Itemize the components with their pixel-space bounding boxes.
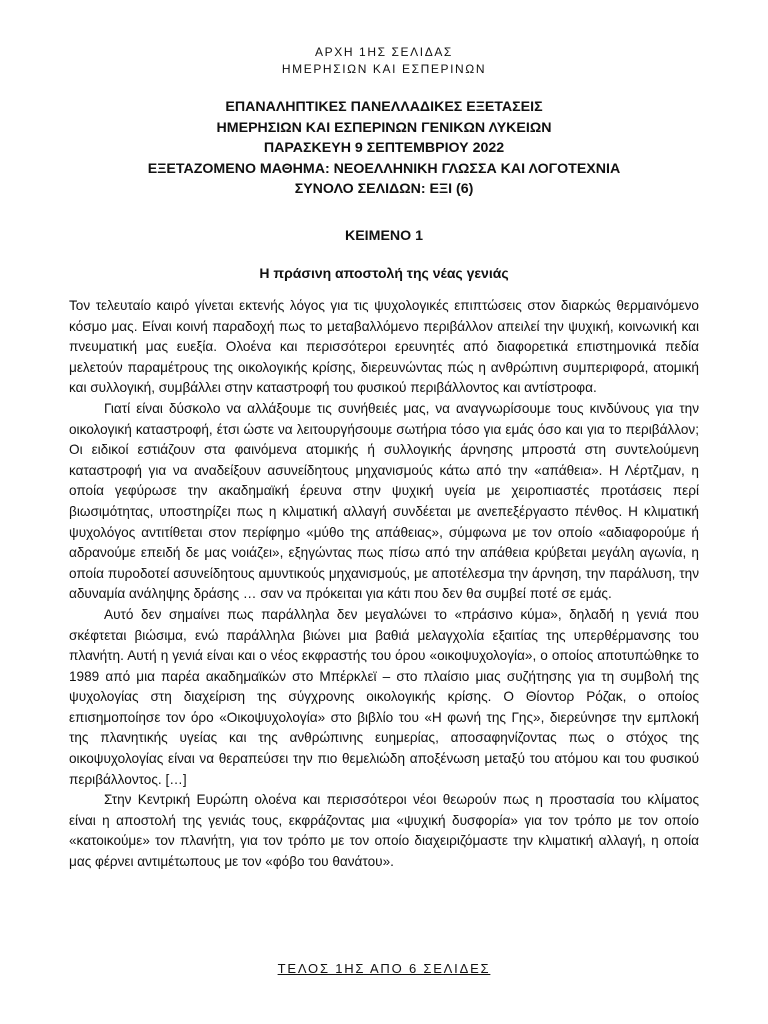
page-footer bbox=[0, 961, 768, 976]
section-label: ΚΕΙΜΕΝΟ 1 bbox=[344, 228, 424, 244]
paragraph: Τον τελευταίο καιρό γίνεται εκτενής λόγος για τις ψυχολογικές επιπτώσεις στον διαρκώς θερμαινόμενο κόσμο μας. Είναι κοινή παραδοχή πως το μεταβαλλόμενο περιβάλλον απειλεί την ψυχική, κοινωνική και πνευματική μας ευεξία. Ολοένα και περισσότεροι ερευνητές από διαφορετικά επιστημονικά πεδία μελετούν παραμέτρους της οικολογικής κρίσης, διερευνώντας πώς η ανθρώπινη συμπεριφορά, ατομική και συλλογική, συμβάλλει στην καταστροφή του φυσικού περιβάλλοντος και αντίστροφα. bbox=[69, 298, 699, 396]
exam-header-line-5: ΣΥΝΟΛΟ ΣΕΛΙΔΩΝ: ΕΞΙ (6) bbox=[294, 181, 474, 197]
page-header-line-1: ΑΡΧΗ 1ΗΣ ΣΕΛΙΔΑΣ bbox=[315, 45, 453, 59]
paragraph: Αυτό δεν σημαίνει πως παράλληλα δεν μεγαλώνει το «πράσινο κύμα», δηλαδή η γενιά που σκέφτεται βιώσιμα, ενώ παράλληλα βιώνει μια βαθιά μελαγχολία εξαιτίας της υπερθέρμανσης του πλανήτη. Αυτή η γενιά είναι και ο νέος εκφραστής του όρου «οικοψυχολογία», ο οποίος αποτυπώθηκε το 1989 από μια παρέα ακαδημαϊκών στο Μπέρκλεϊ – στο πλαίσιο μιας συζήτησης για τη συμβολή της ψυχολογίας στη διαχείριση της σύγχρονης οικολογικής κρίσης. Ο Θίοντορ Ρόζακ, ο οποίος επισημοποίησε τον όρο «Οικοψυχολογία» στο βιβλίο του «Η φωνή της Γης», διερεύνησε την εμπλοκή της πλανητικής υγείας και της ανθρώπινης ευημερίας, αποσαφηνίζοντας πως ο στόχος της οικοψυχολογίας είναι να θεραπεύσει την πιο θεμελιώδη αποξένωση μεταξύ του ατόμου και του φυσικού περιβάλλοντος. […] bbox=[69, 606, 699, 787]
paragraph: Στην Κεντρική Ευρώπη ολοένα και περισσότεροι νέοι θεωρούν πως η προστασία του κλίματος είναι η αποστολή της γενιάς τους, εκφράζοντας μια «ψυχική δυσφορία» για τον τρόπο με τον οποίο «κατοικούμε» τον πλανήτη, για τον τρόπο με τον οποίο διαχειριζόμαστε την κλιματική αλλαγή, η οποία μας φέρνει αντιμέτωπους με τον «φόβο του θανάτου». bbox=[69, 792, 699, 870]
article-body bbox=[69, 296, 699, 873]
page-header bbox=[0, 44, 768, 78]
page-header-line-2: ΗΜΕΡΗΣΙΩΝ ΚΑΙ ΕΣΠΕΡΙΝΩΝ bbox=[281, 62, 487, 76]
exam-header bbox=[0, 97, 768, 200]
paragraph: Γιατί είναι δύσκολο να αλλάξουμε τις συνήθειές μας, να αναγνωρίσουμε τους κινδύνους για την οικολογική καταστροφή, έτσι ώστε να λειτουργήσουμε σωτήρια τόσο για εμάς όσο και για το περιβάλλον; Οι ειδικοί εστιάζουν στα φαινόμενα ατομικής ή συλλογικής άρνησης μπροστά στη συντελούμενη καταστροφή για να αναδείξουν ασυνείδητους μηχανισμούς κάτω από την «απάθεια». Η Λέρτζμαν, η οποία γεφύρωσε την ακαδημαϊκή έρευνα στην ψυχική υγεία με χειροπιαστές προτάσεις περί βιωσιμότητας, υποστηρίζει πως η κλιματική αλλαγή συνδέεται με ανεπεξέργαστο πένθος. Η κλιματική ψυχολόγος αντιτίθεται στον περίφημο «μύθο της απάθειας», σύμφωνα με τον οποίο «αδιαφορούμε ή αδρανούμε επειδή δε μας νοιάζει», εξηγώντας πως πίσω από την απάθεια κρύβεται μεγάλη αγωνία, η οποία πυροδοτεί ασυνείδητους αμυντικούς μηχανισμούς, με αποτέλεσμα την άρνηση, την παράλυση, την αδυναμία ανάληψης δράσης … σαν να πρόκειται για κάτι που δεν θα συμβεί ποτέ σε εμάς. bbox=[69, 400, 699, 602]
exam-header-line-3: ΠΑΡΑΣΚΕΥΗ 9 ΣΕΠΤΕΜΒΡΙΟΥ 2022 bbox=[263, 140, 505, 156]
exam-header-line-1: ΕΠΑΝΑΛΗΠΤΙΚΕΣ ΠΑΝΕΛΛΑΔΙΚΕΣ ΕΞΕΤΑΣΕΙΣ bbox=[225, 99, 543, 115]
exam-header-line-4: ΕΞΕΤΑΖΟΜΕΝΟ ΜΑΘΗΜΑ: ΝΕΟΕΛΛΗΝΙΚΗ ΓΛΩΣΣΑ ΚΑΙ ΛΟΓΟΤΕΧΝΙΑ bbox=[147, 160, 621, 177]
exam-header-line-2: ΗΜΕΡΗΣΙΩΝ ΚΑΙ ΕΣΠΕΡΙΝΩΝ ΓΕΝΙΚΩΝ ΛΥΚΕΙΩΝ bbox=[216, 119, 552, 136]
article-title: Η πράσινη αποστολή της νέας γενιάς bbox=[259, 265, 509, 281]
page-footer-text: ΤΕΛΟΣ 1ΗΣ ΑΠΟ 6 ΣΕΛΙΔΕΣ bbox=[277, 961, 491, 976]
